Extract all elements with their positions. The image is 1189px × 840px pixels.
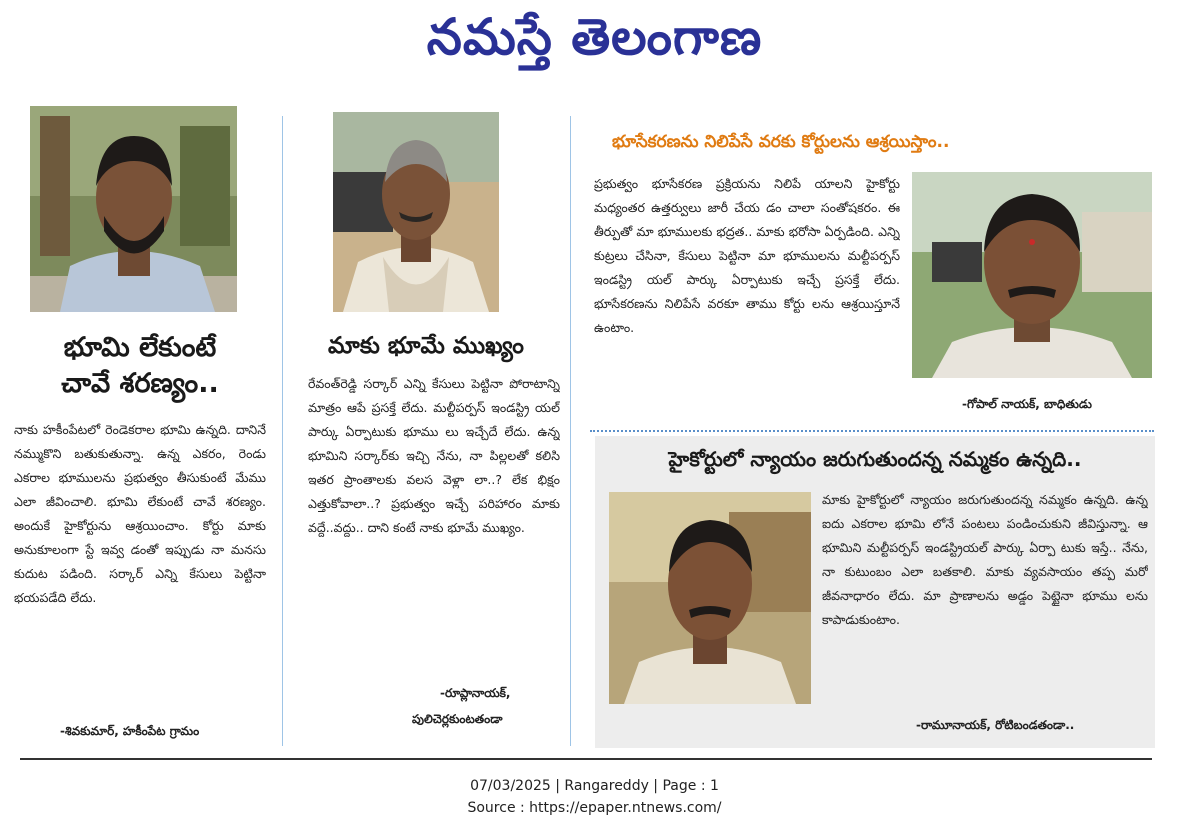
- footer-date-line: 07/03/2025 | Rangareddy | Page : 1: [470, 778, 719, 794]
- col1-body-text: నాకు హకీంపేటలో రెండెకరాల భూమి ఉన్నది. దానినే నమ్ముకొని బతుకుతున్నా. ఉన్న ఎకరం, రెండు ఎకరాల భూములను ప్రభుత్వం తీసుకుంటే మేము ఎలా జీవించాలి. భూమి లేకుంటే చావే శరణ్యం. అందుకే హైకోర్టును ఆశ్రయించాం. కోర్టు మాకు అనుకూలంగా స్టే ఇవ్వ డంతో ఇప్పుడు నా మనసు కుదుట పడింది. సర్కార్ ఎన్ని కేసులు పెట్టినా భయపడేది లేదు.: [14, 422, 266, 605]
- col2-byline-name: -రూప్లానాయక్,: [440, 686, 511, 700]
- masthead-title: నమస్తే తెలంగాణ: [426, 7, 763, 66]
- footer-rule: [20, 758, 1152, 760]
- col3-body-text: ప్రభుత్వం భూసేకరణ ప్రక్రియను నిలిపే యాలని హైకోర్టు మధ్యంతర ఉత్తర్వులు జారీ చేయ డం చాలా సంతోషకరం. ఈ తీర్పుతో మా భూములకు భద్రత.. మాకు భరోసా ఏర్పడింది. ఎన్ని కుట్రలు చేసినా, కేసులు పెట్టినా మా భూములను మల్టీపర్పస్ ఇండస్ట్రి యల్ పార్కు ఏర్పాటుకు ఇచ్చే ప్రసక్తే లేదు. భూసేకరణను నిలిపేసే వరకూ తాము కోర్టు లను ఆశ్రయిస్తూనే ఉంటాం.: [594, 176, 900, 335]
- footer-source-line: Source : https://epaper.ntnews.com/: [467, 800, 722, 816]
- col4-body-text: మాకు హైకోర్టులో న్యాయం జరుగుతుందన్న నమ్మకం ఉన్నది. ఉన్న ఐదు ఎకరాల భూమి లోనే పంటలు పండించుకుని జీవిస్తున్నా. ఆ భూమిని మల్టీపర్పస్ ఇండస్ట్రియల్ పార్కు ఏర్పా టుకు ఇస్తే.. నేను, నా కుటుంబం ఎలా బతకాలి. మాకు వ్యవసాయం తప్ప మరో జీవనాధారం లేదు. మా ప్రాణాలను అడ్డం పెట్టైనా భూము లను కాపాడుకుంటాం.: [822, 492, 1148, 627]
- col1-byline: -శివకుమార్, హకీంపేట గ్రామం: [60, 724, 200, 738]
- col2-body-text: రేవంత్‌రెడ్డి సర్కార్ ఎన్ని కేసులు పెట్టినా పోరాటాన్ని మాత్రం ఆపే ప్రసక్తే లేదు. మల్టీపర్పస్ ఇండస్ట్రి యల్ పార్కు ఏర్పాటుకు భూము లు ఇచ్చేదే లేదు. ఉన్న భూమిని సర్కార్‌కు ఇచ్చి నేను, నా పిల్లలతో కలిసి ఇతర ప్రాంతాలకు వలస వెళ్లా లా..? లేక భిక్షం ఎత్తుకోవాలా..? ప్రభుత్వం ఇచ్చే పరిహారం మాకు వద్దే..వద్దు.. దాని కంటే నాకు భూమే ముఖ్యం.: [308, 376, 560, 535]
- col4-byline: -రామూనాయక్, రోటిబండతండా..: [916, 718, 1075, 732]
- section-divider-dotted: [590, 430, 1154, 432]
- col1-headline: [10, 330, 270, 402]
- portrait-photo-gopal-nayak: [912, 172, 1152, 378]
- column-divider-1: [282, 116, 283, 746]
- portrait-photo-rooplanayak: [333, 112, 499, 312]
- col2-byline-place: పులిచెర్లకుంటతండా: [412, 712, 503, 726]
- col4-headline: హైకోర్టులో న్యాయం జరుగుతుందన్న నమ్మకం ఉన్నది..: [668, 447, 1082, 471]
- col1-headline-line2: చావే శరణ్యం..: [61, 368, 219, 399]
- portrait-photo-sivakumar: [30, 106, 237, 312]
- col1-headline-line1: భూమి లేకుంటే: [63, 332, 217, 363]
- col3-byline: -గోపాల్ నాయక్, బాధితుడు: [962, 397, 1092, 411]
- col3-headline: భూసేకరణను నిలిపేసే వరకు కోర్టులను ఆశ్రయిస్తాం..: [612, 132, 950, 152]
- column-divider-2: [570, 116, 571, 746]
- col2-headline: మాకు భూమే ముఖ్యం: [328, 333, 524, 359]
- portrait-photo-ramunayak: [609, 492, 811, 704]
